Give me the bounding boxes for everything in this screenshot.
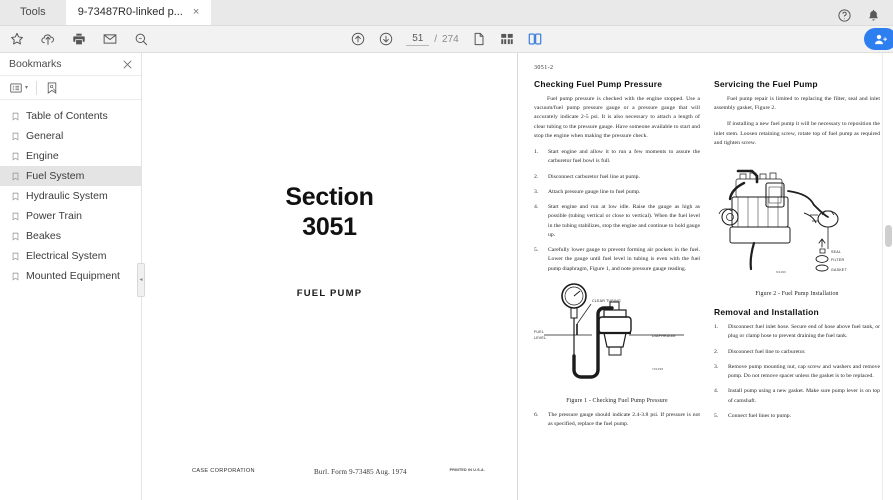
section-word: Section xyxy=(285,183,374,211)
bookmark-item-electrical-system[interactable] xyxy=(0,246,141,266)
search-icon[interactable] xyxy=(133,31,149,47)
bookmark-icon xyxy=(11,271,20,282)
bookmark-label: Electrical System xyxy=(26,250,107,262)
heading-servicing-the-fuel-pump: Servicing the Fuel Pump xyxy=(714,79,818,89)
step-text: Start engine and run at low idle. Raise the gauge as high as possible (tubing vertical or close to vertical). When the fuel level in the tubing stabilizes, stop the engine and continue to hold gauge up. xyxy=(548,204,700,238)
footer-company: CASE CORPORATION xyxy=(192,468,255,474)
step-text: Disconnect fuel line to carburetor. xyxy=(728,348,806,355)
label-seal: SEAL xyxy=(831,250,841,255)
bookmark-label: Engine xyxy=(26,150,59,162)
bell-icon[interactable] xyxy=(866,8,881,23)
section-number: 3051 xyxy=(302,212,357,241)
section-title xyxy=(142,183,517,242)
next-page-icon[interactable] xyxy=(378,31,394,47)
step-item xyxy=(714,323,880,341)
previous-page-icon[interactable] xyxy=(350,31,366,47)
step-text: Start engine and allow it to run a few moments to assure the carburetor fuel bowl is full. xyxy=(548,149,700,165)
bookmark-item-power-train[interactable] xyxy=(0,206,141,226)
step-text: Disconnect carburetor fuel line at pump. xyxy=(548,173,640,180)
intro-paragraph: Fuel pump pressure is checked with the engine stopped. Use a vacuum/fuel pump pressure gauge or a pressure gauge that will accurately indicate 2-5 psi. It is also necessary to attach a length of clear tubing to the pressure gauge. Have someone available to start and stop the engine when making the pressure check. xyxy=(534,96,700,139)
user-add-icon xyxy=(873,32,888,47)
bookmark-icon xyxy=(11,111,20,122)
vertical-scrollbar[interactable] xyxy=(882,53,893,500)
bookmark-icon xyxy=(11,171,20,182)
page-header-number: 3051-2 xyxy=(534,65,554,71)
checking-steps-list xyxy=(534,148,700,274)
signin-button[interactable] xyxy=(864,28,893,50)
main-toolbar xyxy=(0,26,893,53)
print-icon[interactable] xyxy=(71,31,87,47)
step-item xyxy=(714,363,880,381)
page-navigation xyxy=(406,32,458,46)
document-page-right xyxy=(517,53,892,500)
step-item xyxy=(714,348,880,357)
removal-steps-list xyxy=(714,323,880,421)
tab-document-label: 9-73487R0-linked p... xyxy=(77,6,183,18)
figure-1-diagram xyxy=(534,280,700,393)
tab-tools-label: Tools xyxy=(20,6,46,18)
bookmark-item-hydraulic-system[interactable] xyxy=(0,186,141,206)
two-column-layout xyxy=(534,79,878,435)
scrollbar-thumb[interactable] xyxy=(885,225,892,247)
bookmark-icon xyxy=(11,131,20,142)
step-number: 1. xyxy=(714,324,719,331)
step-number: 2. xyxy=(714,348,719,355)
tab-bar-actions xyxy=(837,8,893,25)
step-item xyxy=(534,203,700,240)
servicing-paragraph-1: Fuel pump repair is limited to replacing the filter, seal and inlet assembly gasket, Figure 2. xyxy=(714,96,880,112)
bookmark-icon xyxy=(11,231,20,242)
dual-page-icon[interactable] xyxy=(527,31,543,47)
bookmark-item-mounted-equipment[interactable] xyxy=(0,266,141,286)
sidebar-header xyxy=(0,53,141,76)
add-bookmark-button[interactable] xyxy=(45,81,59,95)
page-number-input[interactable] xyxy=(406,32,429,46)
label-figure-code: 791398 xyxy=(652,366,664,371)
step-item xyxy=(534,411,700,429)
footer-printed: PRINTED IN U.S.A. xyxy=(449,468,485,472)
fit-page-icon[interactable] xyxy=(499,31,515,47)
star-icon[interactable] xyxy=(9,31,25,47)
figure-2-diagram xyxy=(714,155,880,286)
list-options-icon xyxy=(9,81,23,95)
label-figure-code: M1296 xyxy=(776,270,787,275)
bookmark-label: Table of Contents xyxy=(26,110,108,122)
fuel-pump-installation-illustration xyxy=(714,155,880,281)
page-separator: / xyxy=(434,33,438,45)
left-text-column xyxy=(534,79,700,435)
sidebar-title: Bookmarks xyxy=(9,58,62,70)
checking-steps-list-continued xyxy=(534,411,700,429)
heading-removal-and-installation: Removal and Installation xyxy=(714,307,819,318)
bookmark-item-fuel-system[interactable] xyxy=(0,166,141,186)
bookmark-item-engine[interactable] xyxy=(0,146,141,166)
label-filter: FILTER xyxy=(831,258,845,263)
bookmark-item-table-of-contents[interactable] xyxy=(0,106,141,126)
reader-body xyxy=(0,53,893,500)
step-number: 6. xyxy=(534,411,539,418)
tab-bar xyxy=(0,0,893,26)
label-fuel-level-2: LEVEL xyxy=(534,335,547,340)
toolbar-left-group xyxy=(0,31,149,47)
bookmark-icon xyxy=(11,211,20,222)
step-item xyxy=(534,188,700,197)
step-number: 5. xyxy=(714,412,719,419)
step-text: Install pump using a new gasket. Make sure pump lever is on top of camshaft. xyxy=(728,388,880,404)
label-gasket: GASKET xyxy=(831,268,847,273)
chevron-down-icon: ▾ xyxy=(25,85,29,91)
label-diaphragm: DIAPHRAGM xyxy=(652,333,676,338)
document-viewer[interactable] xyxy=(142,53,893,500)
page-content xyxy=(518,53,892,500)
step-item xyxy=(534,173,700,182)
step-item xyxy=(714,387,880,405)
toolbar-right-group xyxy=(864,28,893,50)
upload-cloud-icon[interactable] xyxy=(40,31,56,47)
email-icon[interactable] xyxy=(102,31,118,47)
figure-1-caption: Figure 1 - Checking Fuel Pump Pressure xyxy=(566,397,668,404)
step-number: 1. xyxy=(534,149,539,156)
step-item xyxy=(534,148,700,166)
step-number: 4. xyxy=(534,204,539,211)
page-total-count: 274 xyxy=(442,33,459,45)
page-spread xyxy=(142,53,892,500)
bookmark-label: Power Train xyxy=(26,210,83,222)
step-number: 4. xyxy=(714,388,719,395)
figure-2-caption: Figure 2 - Fuel Pump Installation xyxy=(755,291,839,298)
bookmark-icon xyxy=(11,151,20,162)
step-text: Connect fuel lines to pump. xyxy=(728,412,792,419)
step-number: 2. xyxy=(534,173,539,180)
tab-tools[interactable] xyxy=(0,0,66,25)
section-subtitle: FUEL PUMP xyxy=(296,288,363,299)
heading-checking-fuel-pump-pressure: Checking Fuel Pump Pressure xyxy=(534,79,663,89)
help-circle-icon[interactable] xyxy=(837,8,852,23)
cover-footer xyxy=(142,468,517,478)
right-text-column xyxy=(714,79,880,435)
footer-form: Burl. Form 9-73485 Aug. 1974 xyxy=(314,468,407,476)
step-text: The pressure gauge should indicate 2.4-3.8 psi. If pressure is not as specified, replace the fuel pump. xyxy=(548,411,700,427)
step-number: 3. xyxy=(534,188,539,195)
bookmark-list xyxy=(0,100,141,286)
bookmark-icon xyxy=(11,251,20,262)
step-text: Remove pump mounting nut, cap screw and washers and remove pump. Do not remove spacer unless the gasket is to be replaced. xyxy=(728,363,880,380)
bookmark-label: Mounted Equipment xyxy=(26,270,120,282)
sidebar-collapse-handle[interactable] xyxy=(137,263,145,297)
step-number: 5. xyxy=(534,247,539,254)
bookmark-options-button[interactable] xyxy=(9,81,28,95)
bookmark-label: Fuel System xyxy=(26,170,85,182)
step-item xyxy=(534,246,700,274)
step-text: Attach pressure gauge line to fuel pump. xyxy=(548,188,641,195)
toolbar-divider xyxy=(36,81,37,95)
document-page-left xyxy=(142,53,517,500)
section-cover xyxy=(142,53,517,500)
bookmarks-sidebar xyxy=(0,53,142,500)
step-item xyxy=(714,412,880,421)
fuel-pump-pressure-schematic xyxy=(534,280,700,388)
bookmark-label: Beakes xyxy=(26,230,62,242)
label-clear-tubing: CLEAR TUBING xyxy=(592,298,621,303)
step-text: Disconnect fuel inlet hose. Secure end of hose above fuel tank, or plug or clamp hose to prevent draining the fuel tank. xyxy=(728,324,880,340)
collapse-arrow-icon: ◂ xyxy=(139,277,143,283)
bookmark-item-general[interactable] xyxy=(0,126,141,146)
sidebar-toolbar xyxy=(0,76,141,100)
step-number: 3. xyxy=(714,363,719,370)
single-page-icon[interactable] xyxy=(471,31,487,47)
bookmark-icon xyxy=(11,191,20,202)
label-fuel-level: FUEL xyxy=(534,329,544,334)
tab-document[interactable] xyxy=(66,0,212,25)
bookmark-label: General xyxy=(26,130,64,142)
step-text: Carefully lower gauge to prevent forming air pockets in the fuel. Lower the gauge until fuel level in tubing is even with the fuel pump diaphragm, Figure 1, and note pressure gauge reading. xyxy=(548,247,700,272)
bookmark-label: Hydraulic System xyxy=(26,190,108,202)
tab-close-icon[interactable]: × xyxy=(192,5,200,18)
servicing-paragraph-2: If installing a new fuel pump it will be necessary to reposition the inlet stem. Loosen retaining screw, rotate top of fuel pump as required and tighten screw. xyxy=(714,121,880,146)
bookmark-item-beakes[interactable] xyxy=(0,226,141,246)
add-bookmark-icon xyxy=(45,81,59,95)
close-icon[interactable] xyxy=(122,59,133,70)
